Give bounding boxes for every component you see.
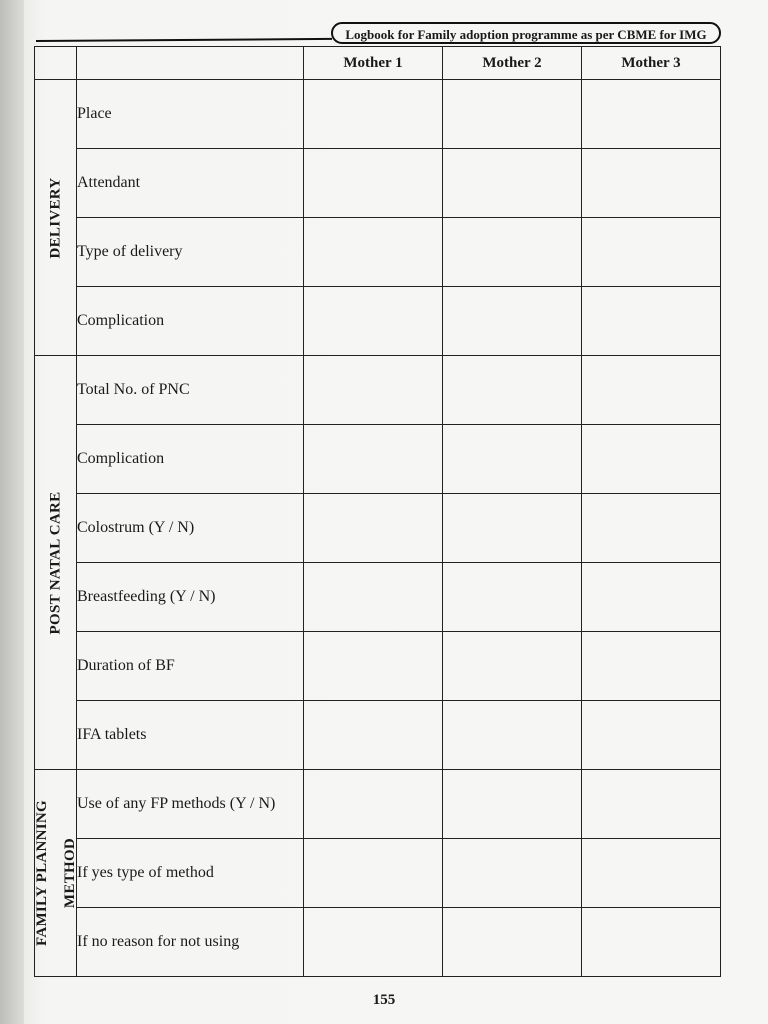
- entry-cell[interactable]: [582, 701, 721, 770]
- column-header-mother-2: Mother 2: [443, 47, 582, 80]
- entry-cell[interactable]: [304, 149, 443, 218]
- entry-cell[interactable]: [443, 149, 582, 218]
- entry-cell[interactable]: [304, 770, 443, 839]
- entry-cell[interactable]: [582, 218, 721, 287]
- entry-cell[interactable]: [582, 770, 721, 839]
- entry-cell[interactable]: [443, 425, 582, 494]
- entry-cell[interactable]: [582, 632, 721, 701]
- table-row: [35, 563, 721, 632]
- header-rule: [36, 38, 332, 42]
- row-label: Complication: [77, 425, 304, 494]
- table-row: [35, 287, 721, 356]
- row-label: If no reason for not using: [77, 908, 304, 977]
- entry-cell[interactable]: [582, 80, 721, 149]
- page-number: 155: [372, 992, 396, 1008]
- entry-cell[interactable]: [582, 839, 721, 908]
- row-label: If yes type of method: [77, 839, 304, 908]
- entry-cell[interactable]: [582, 563, 721, 632]
- row-label: Breastfeeding (Y / N): [77, 563, 304, 632]
- section-label-delivery: DELIVERY: [35, 80, 77, 356]
- table-row: [35, 149, 721, 218]
- table-row: [35, 356, 721, 425]
- entry-cell[interactable]: [582, 425, 721, 494]
- entry-cell[interactable]: [304, 701, 443, 770]
- entry-cell[interactable]: [304, 356, 443, 425]
- table-row: [35, 770, 721, 839]
- entry-cell[interactable]: [304, 839, 443, 908]
- entry-cell[interactable]: [443, 494, 582, 563]
- entry-cell[interactable]: [304, 218, 443, 287]
- column-header-mother-1: Mother 1: [304, 47, 443, 80]
- entry-cell[interactable]: [443, 80, 582, 149]
- entry-cell[interactable]: [443, 839, 582, 908]
- entry-cell[interactable]: [443, 356, 582, 425]
- table-row: [35, 632, 721, 701]
- table-row: [35, 839, 721, 908]
- table-row: [35, 494, 721, 563]
- logbook-table: [34, 46, 721, 977]
- entry-cell[interactable]: [304, 287, 443, 356]
- section-label-family-planning-method: [35, 770, 77, 977]
- row-label: Complication: [77, 287, 304, 356]
- entry-cell[interactable]: [304, 908, 443, 977]
- entry-cell[interactable]: [304, 632, 443, 701]
- entry-cell[interactable]: [443, 218, 582, 287]
- entry-cell[interactable]: [443, 563, 582, 632]
- entry-cell[interactable]: [582, 356, 721, 425]
- row-label: Place: [77, 80, 304, 149]
- entry-cell[interactable]: [582, 287, 721, 356]
- row-label: Use of any FP methods (Y / N): [77, 770, 304, 839]
- entry-cell[interactable]: [582, 149, 721, 218]
- section-label-line: METHOD: [61, 837, 78, 909]
- row-label: Duration of BF: [77, 632, 304, 701]
- corner-cell: [35, 47, 77, 80]
- entry-cell[interactable]: [443, 770, 582, 839]
- row-label: Attendant: [77, 149, 304, 218]
- table-row: [35, 425, 721, 494]
- entry-cell[interactable]: [582, 494, 721, 563]
- entry-cell[interactable]: [304, 80, 443, 149]
- table-row: [35, 701, 721, 770]
- entry-cell[interactable]: [443, 287, 582, 356]
- logbook-header: Logbook for Family adoption programme as per CBME for IMG: [331, 22, 721, 44]
- entry-cell[interactable]: [304, 494, 443, 563]
- book-spine: [0, 0, 24, 1024]
- table-row: [35, 908, 721, 977]
- section-label-post-natal-care: POST NATAL CARE: [35, 356, 77, 770]
- entry-cell[interactable]: [443, 908, 582, 977]
- entry-cell[interactable]: [443, 701, 582, 770]
- table-row: [35, 218, 721, 287]
- entry-cell[interactable]: [304, 425, 443, 494]
- table-row: [35, 80, 721, 149]
- row-label: Type of delivery: [77, 218, 304, 287]
- row-label: Colostrum (Y / N): [77, 494, 304, 563]
- row-label: Total No. of PNC: [77, 356, 304, 425]
- entry-cell[interactable]: [443, 632, 582, 701]
- table-header-row: [35, 47, 721, 80]
- row-label: IFA tablets: [77, 701, 304, 770]
- section-label-line: FAMILY PLANNING: [33, 799, 50, 947]
- entry-cell[interactable]: [304, 563, 443, 632]
- column-header-mother-3: Mother 3: [582, 47, 721, 80]
- label-header-cell: [77, 47, 304, 80]
- entry-cell[interactable]: [582, 908, 721, 977]
